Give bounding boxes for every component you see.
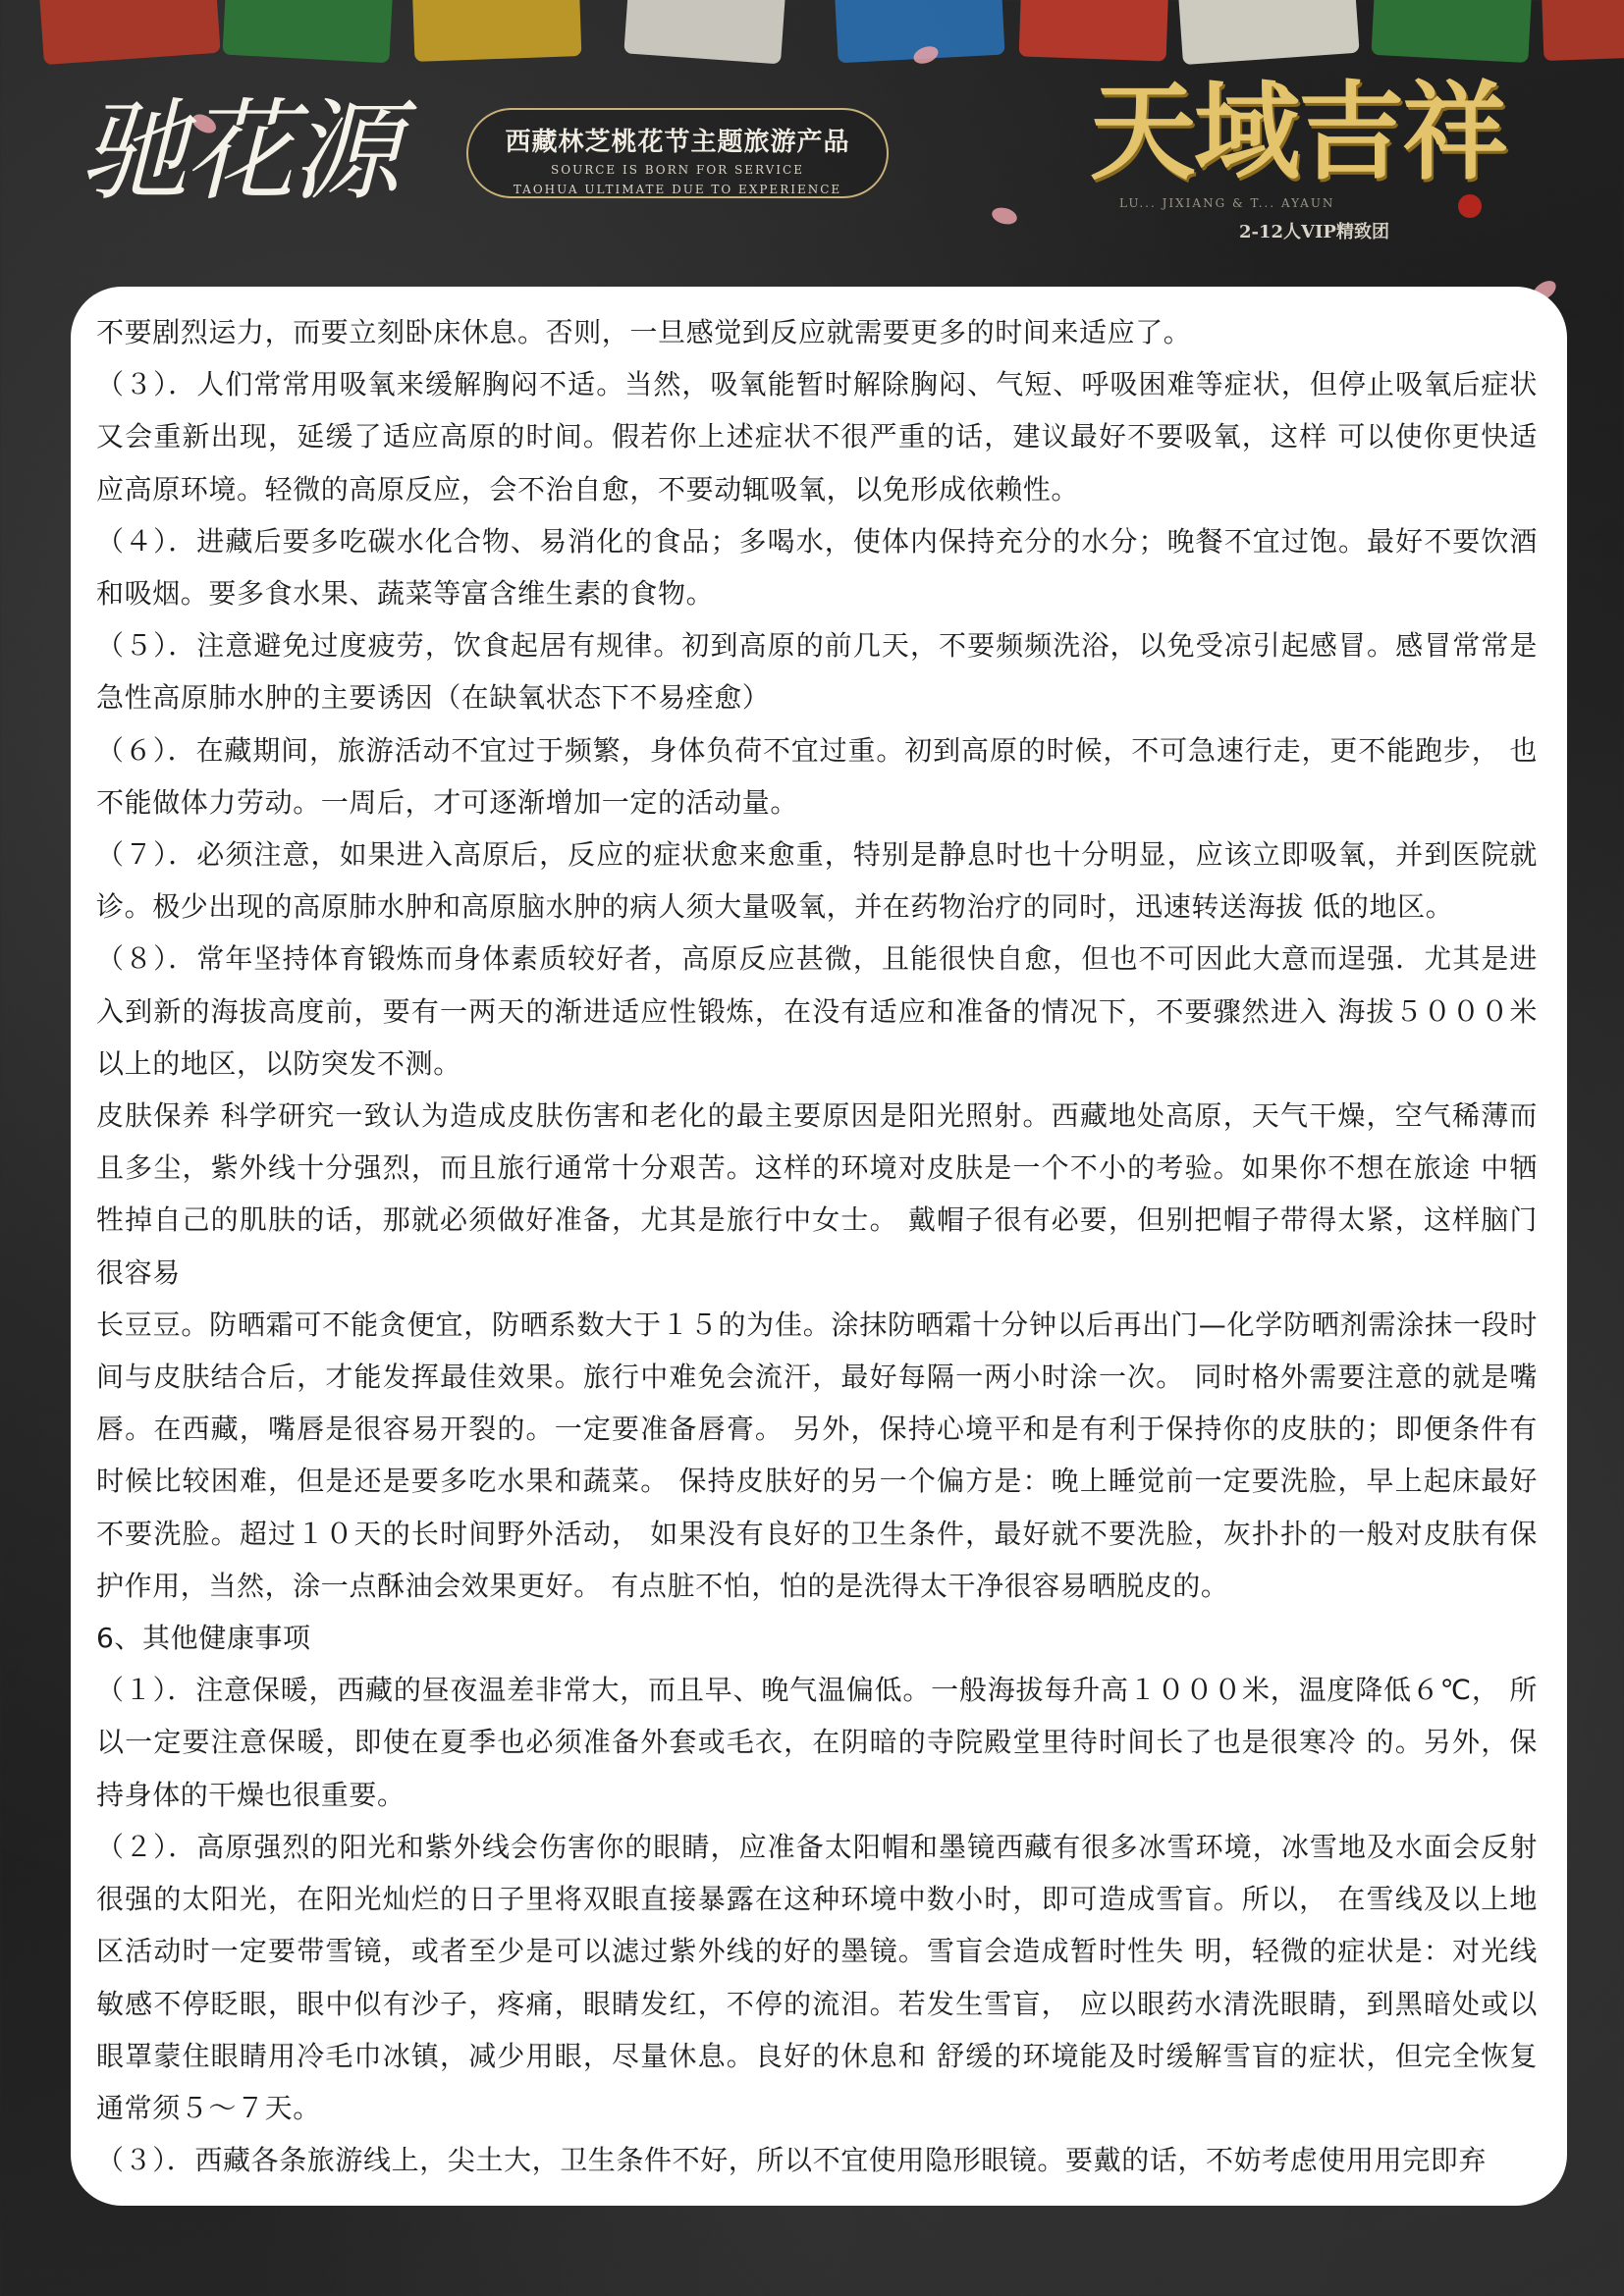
paragraph: （１）．注意保暖，西藏的昼夜温差非常大，而且早、晚气温偏低。一般海拔每升高１０００米，温度降低６℃， 所以一定要注意保暖，即使在夏季也必须准备外套或毛衣，在阴暗的寺院殿堂里待时间长了也是很寒冷 的。另外，保持身体的干燥也很重要。 xyxy=(96,1674,1538,1811)
product-banner xyxy=(466,108,889,198)
banner-subtitle: SOURCE IS BORN FOR SERVICE xyxy=(551,163,804,177)
brand-logo: 驰花源 xyxy=(79,88,397,216)
tour-brand-subtitle: LU... JIXIANG & T... AYAUN xyxy=(1119,196,1335,210)
paragraph: （４）．进藏后要多吃碳水化合物、易消化的食品；多喝水，使体内保持充分的水分；晚餐不宜过饱。最好不要饮酒和吸烟。要多食水果、蔬菜等富含维生素的食物。 xyxy=(96,524,1538,611)
paragraph: （３）．人们常常用吸氧来缓解胸闷不适。当然，吸氧能暂时解除胸闷、气短、呼吸困难等症状，但停止吸氧后症状又会重新出现，延缓了适应高原的时间。假若你上述症状不很严重的话，建议最好不要吸氧，这样 可以使你更快适应高原环境。轻微的高原反应，会不治自愈，不要动辄吸氧，以免形成依赖性。 xyxy=(96,368,1538,506)
paragraph: （３）．西藏各条旅游线上，尖土大，卫生条件不好，所以不宜使用隐形眼镜。要戴的话，不妨考虑使用用完即弃 xyxy=(96,2144,1488,2177)
paragraph: （６）．在藏期间，旅游活动不宜过于频繁，身体负荷不宜过重。初到高原的时候，不可急速行走，更不能跑步， 也不能做体力劳动。一周后，才可逐渐增加一定的活动量。 xyxy=(96,733,1538,819)
paragraph: （５）．注意避免过度疲劳，饮食起居有规律。初到高原的前几天，不要频频洗浴，以免受凉引起感冒。感冒常常是急性高原肺水肿的主要诱因（在缺氧状态下不易痊愈） xyxy=(96,629,1538,715)
paragraph: （２）．高原强烈的阳光和紫外线会伤害你的眼睛，应准备太阳帽和墨镜西藏有很多冰雪环境，冰雪地及水面会反射很强的太阳光，在阳光灿烂的日子里将双眼直接暴露在这种环境中数小时，即可造成雪盲。所以， 在雪线及以上地区活动时一定要带雪镜，或者至少是可以滤过紫外线的好的墨镜。雪盲会造成暂时性失 明，轻微的症状是：对光线敏感不停眨眼，眼中似有沙子，疼痛，眼睛发红，不停的流泪。若发生雪盲， 应以眼药水清洗眼睛，到黑暗处或以眼罩蒙住眼睛用冷毛巾冰镇，减少用眼，尽量休息。良好的休息和 舒缓的环境能及时缓解雪盲的症状，但完全恢复通常须５～７天。 xyxy=(96,1830,1538,2124)
content-card xyxy=(71,287,1567,2206)
paragraph: （７）．必须注意，如果进入高原后，反应的症状愈来愈重，特别是静息时也十分明显，应该立即吸氧，并到医院就诊。极少出现的高原肺水肿和高原脑水肿的病人须大量吸氧，并在药物治疗的同时，迅速转送海拔 低的地区。 xyxy=(96,838,1538,924)
paragraph: 不要剧烈运力，而要立刻卧床休息。否则，一旦感觉到反应就需要更多的时间来适应了。 xyxy=(96,316,1192,348)
paragraph: （８）．常年坚持体育锻炼而身体素质较好者，高原反应甚微，且能很快自愈，但也不可因此大意而逞强．尤其是进入到新的海拔高度前，要有一两天的渐进适应性锻炼，在没有适应和准备的情况下，不要骤然进入 海拔５０００米以上的地区，以防突发不测。 xyxy=(96,942,1538,1080)
tour-group-tag: 2-12人VIP精致团 xyxy=(1239,222,1389,242)
banner-title: 西藏林芝桃花节主题旅游产品 xyxy=(505,128,850,157)
tour-brand-title: 天域吉祥 xyxy=(1090,71,1507,194)
banner-subtitle: TAOHUA ULTIMATE DUE TO EXPERIENCE xyxy=(513,183,842,196)
section-heading: 6、其他健康事项 xyxy=(96,1622,311,1655)
paragraph: 长豆豆。防晒霜可不能贪便宜，防晒系数大于１５的为佳。涂抹防晒霜十分钟以后再出门—化学防晒剂需涂抹一段时间与皮肤结合后，才能发挥最佳效果。旅行中难免会流汗，最好每隔一两小时涂一次。 同时格外需要注意的就是嘴唇。在西藏，嘴唇是很容易开裂的。一定要准备唇膏。 另外，保持心境平和是有利于保持你的皮肤的；即便条件有时候比较困难，但是还是要多吃水果和蔬菜。 保持皮肤好的另一个偏方是：晚上睡觉前一定要洗脸，早上起床最好不要洗脸。超过１０天的长时间野外活动， 如果没有良好的卫生条件，最好就不要洗脸，灰扑扑的一般对皮肤有保护作用，当然，涂一点酥油会效果更好。 有点脏不怕，怕的是洗得太干净很容易晒脱皮的。 xyxy=(96,1308,1538,1602)
paragraph: 皮肤保养 科学研究一致认为造成皮肤伤害和老化的最主要原因是阳光照射。西藏地处高原，天气干燥，空气稀薄而且多尘，紫外线十分强烈，而且旅行通常十分艰苦。这样的环境对皮肤是一个不小的考验。如果你不想在旅途 中牺牲掉自己的肌肤的话，那就必须做好准备，尤其是旅行中女士。 戴帽子很有必要，但别把帽子带得太紧，这样脑门很容易 xyxy=(96,1099,1538,1289)
header xyxy=(0,0,1624,285)
